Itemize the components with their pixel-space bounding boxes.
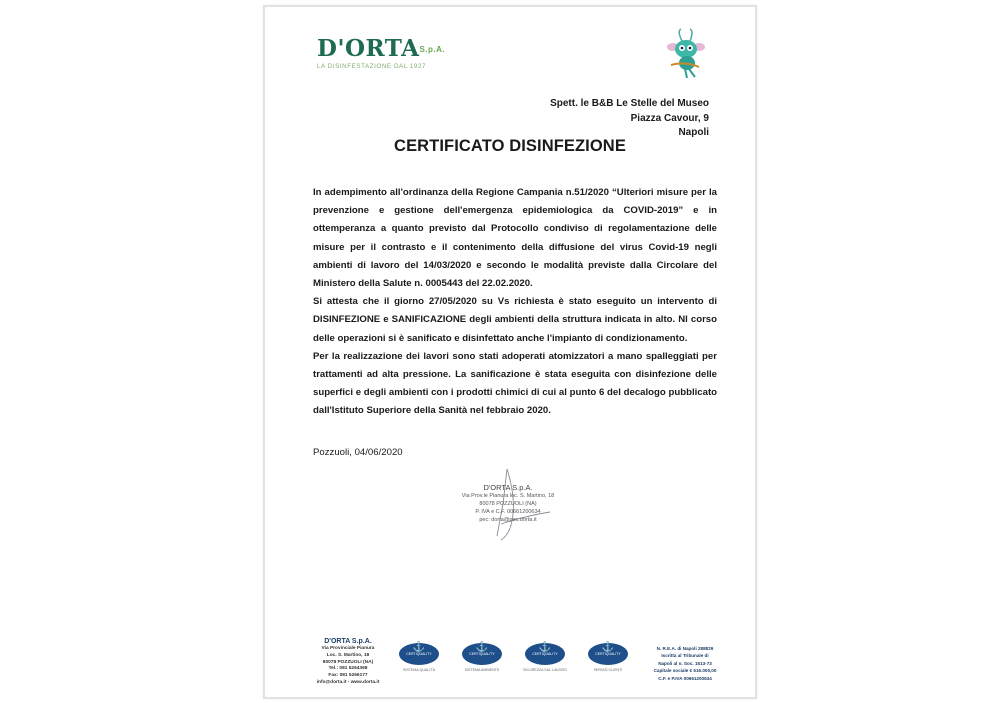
- certification-caption: SICUREZZA SUL LAVORO: [523, 668, 567, 672]
- body-paragraph: Si attesta che il giorno 27/05/2020 su Vs richiesta è stato eseguito un intervento di DISINFEZIONE e SANIFICAZIONE degli ambienti della struttura indicata in alto. Nl corso delle operazioni si è sanificato e disinfettato anche l'impianto di condizionamento.: [313, 296, 717, 344]
- recipient-line: Napoli: [678, 127, 709, 138]
- footer-registration: [645, 645, 725, 682]
- certification-caption: SISTEMA AMBIENTE: [464, 668, 500, 672]
- registration-line: Iscritta al Tribunale di: [661, 653, 709, 659]
- company-logo: [317, 37, 445, 70]
- footer-company-line: 80078 POZZUOLI (NA): [322, 659, 374, 665]
- recipient-address: [550, 97, 709, 141]
- registration-line: N. R.E.A. di Napoli 288829: [656, 646, 714, 651]
- company-stamp: [453, 484, 563, 524]
- registration-line: Capitale sociale € 516.000,00: [653, 668, 717, 674]
- logo-text: D'ORTA: [317, 35, 420, 62]
- document-title: CERTIFICATO DISINFEZIONE: [394, 137, 626, 155]
- certification-badge: [584, 639, 632, 673]
- recipient-line: Spett. le B&B Le Stelle del Museo: [550, 98, 709, 109]
- registration-line: Napoli al n. Soc. 1513-73: [658, 660, 712, 666]
- certiquality-badge-icon: ⚓ CERTIQUALITY: [525, 643, 565, 665]
- stamp-line: 80078 POZZUOLI (NA): [479, 501, 537, 507]
- logo-tagline: LA DISINFESTAZIONE DAL 1927: [317, 63, 427, 70]
- certification-badge: [458, 639, 506, 673]
- stamp-line: P. IVA e C.F. 00661200634: [475, 509, 541, 515]
- stamp-line: Via Prov.le Pianura loc. S. Martino, 18: [461, 493, 555, 499]
- footer-company-line: Tel.: 081 5264368: [328, 666, 368, 672]
- certiquality-badge-icon: ⚓ CERTIQUALITY: [399, 643, 439, 665]
- footer-company-info: [313, 637, 383, 687]
- logo-suffix: S.p.A.: [419, 45, 446, 54]
- stamp-name: D'ORTA S.p.A.: [483, 483, 533, 492]
- footer-company-line: Loc. S. Martino, 18: [326, 652, 370, 658]
- body-paragraph: Per la realizzazione dei lavori sono stati adoperati atomizzatori a mano spalleggiati per trattamenti ad alta pressione. La sanificazione è stata eseguita con disinfezione delle superfici e degli ambienti con i prodotti chimici di cui al punto 6 del decalogo pubblicato dall'Istituto Superiore della Sanità nel febbraio 2020.: [313, 350, 717, 417]
- certification-badge: [521, 639, 569, 673]
- registration-line: C.F. e P.IVA 00661200634: [658, 675, 712, 681]
- recipient-line: Piazza Cavour, 9: [630, 112, 709, 124]
- certification-caption: SISTEMA QUALITÀ: [403, 668, 435, 672]
- stamp-line: pec: dorta@pec.dorta.it: [479, 517, 537, 523]
- certification-caption: SERVIZI CLIENTI: [593, 668, 623, 672]
- certification-badge: [395, 639, 443, 673]
- mascot-icon: [663, 27, 711, 79]
- footer-company-line: info@dorta.it - www.dorta.it: [316, 679, 380, 685]
- body-paragraph: In adempimento all'ordinanza della Regione Campania n.51/2020 “Ulteriori misure per la prevenzione e gestione dell'emergenza epidemiologica da COVID-2019” e in ottemperanza a quanto previsto dal Protocollo condiviso di regolamentazione delle misure per il contrasto e il contenimento della diffusione del virus Covid-19 negli ambienti di lavoro del 14/03/2020 e secondo le modalità previste dalla Circolare del Ministero della Salute n. 0005443 del 22.02.2020.: [313, 187, 717, 290]
- certificate-body: [313, 184, 717, 421]
- certificate-page: [263, 5, 757, 699]
- certiquality-badge-icon: ⚓ CERTIQUALITY: [462, 643, 502, 665]
- certiquality-badge-icon: ⚓ CERTIQUALITY: [588, 643, 628, 665]
- footer-company-name: D'ORTA S.p.A.: [324, 638, 372, 645]
- place-date: Pozzuoli, 04/06/2020: [313, 447, 403, 458]
- footer-company-line: Via Provinciale Pianura: [321, 646, 375, 651]
- footer-company-line: Fax: 081 5266177: [328, 673, 368, 679]
- page-footer: [265, 631, 755, 687]
